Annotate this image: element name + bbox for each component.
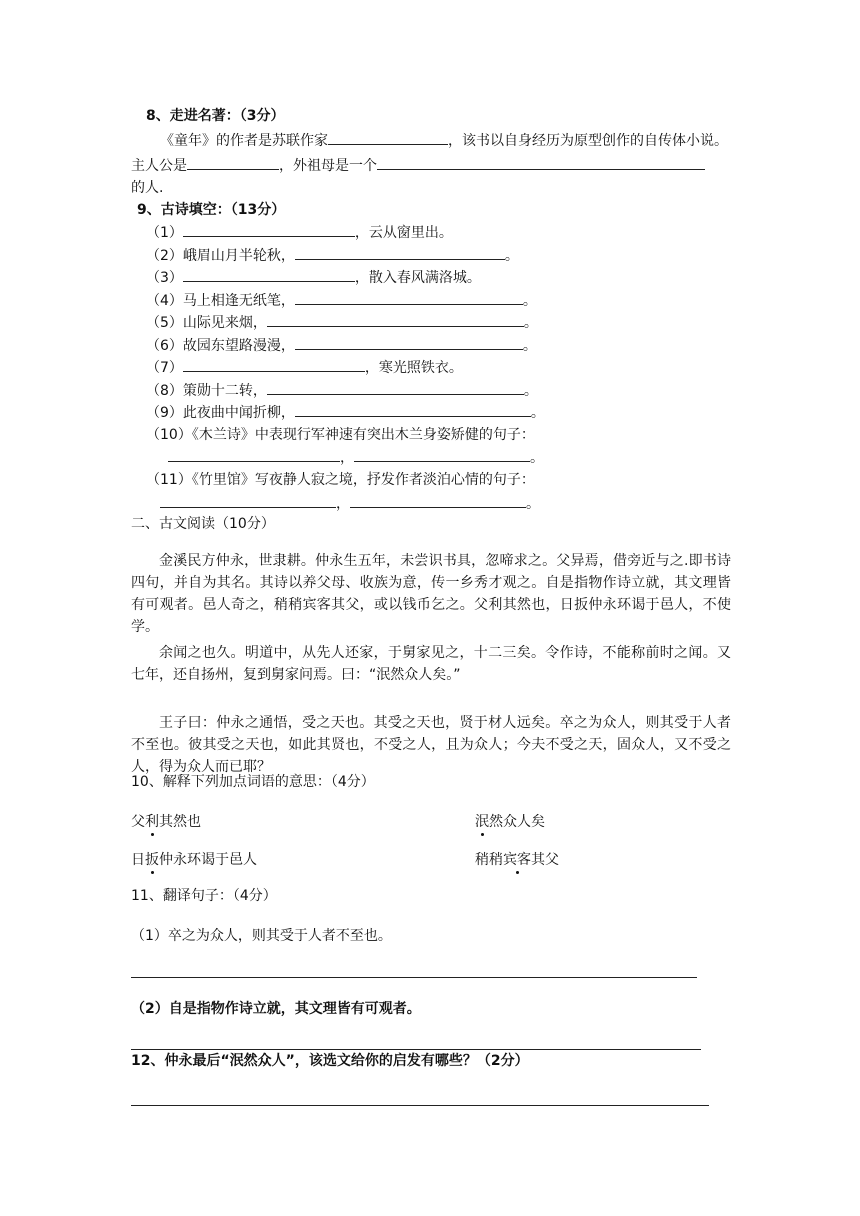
poem-text: 。: [523, 383, 538, 399]
vocab-item-3: [131, 850, 257, 870]
poem-text: 此夜曲中闻折柳，: [182, 405, 295, 421]
vocab-item-2: [475, 812, 545, 832]
poem-item-1: [146, 222, 453, 243]
answer-line[interactable]: [131, 977, 697, 978]
poem-text: 策勋十二转，: [182, 383, 267, 399]
answer-blank[interactable]: [183, 222, 355, 237]
answer-line[interactable]: [131, 1105, 709, 1106]
poem-item-6: [146, 335, 537, 356]
vocab-text: 然众人矣: [489, 814, 545, 830]
dotted-word: 扳: [145, 852, 159, 868]
poem-item-3: [146, 267, 481, 288]
item-number: （8）: [146, 383, 183, 399]
poem-item-11: （11）《竹里馆》写夜静人寂之境，抒发作者淡泊心情的句子：: [146, 472, 535, 488]
vocab-text: 父: [131, 814, 145, 830]
q8-text: ，外祖母是一个: [279, 158, 377, 174]
poem-text: ，云从窗里出。: [354, 225, 453, 241]
poem-item-4: [146, 290, 537, 311]
translate-sentence-1: （1）卒之为众人，则其受于人者不至也。: [131, 928, 392, 944]
item-number: （2）: [146, 248, 183, 264]
q9-title: 9、古诗填空：（13分）: [137, 202, 286, 218]
poem-text: 峨眉山月半轮秋，: [182, 248, 295, 264]
poem-text: 故园东望路漫漫，: [182, 338, 295, 354]
poem-item-7: [146, 357, 463, 378]
answer-blank[interactable]: [350, 493, 526, 508]
answer-blank[interactable]: [183, 357, 365, 372]
answer-blank[interactable]: [187, 155, 279, 170]
passage-paragraph-1: 金溪民方仲永，世隶耕。仲永生五年，未尝识书具，忽啼求之。父异焉，借旁近与之.即书诗四句，并自为其名。其诗以养父母、收族为意，传一乡秀才观之。自是指物作诗立就，其文理皆有可观者。邑人奇之，稍稍宾客其父，或以钱币乞之。父利其然也，日扳仲永环谒于邑人，不使学。: [131, 553, 731, 635]
q8-text: ，该书以自身经历为原型创作的自传体小说。: [448, 133, 728, 149]
q8-line2: [131, 155, 705, 176]
vocab-text: 日: [131, 852, 145, 868]
item-number: （3）: [146, 270, 183, 286]
poem-text: 。: [523, 315, 538, 331]
q8-line1: [160, 130, 728, 151]
answer-blank[interactable]: [377, 155, 705, 170]
poem-text: ，寒光照铁衣。: [364, 360, 463, 376]
answer-blank[interactable]: [295, 335, 523, 350]
answer-blank[interactable]: [295, 290, 523, 305]
item-number: （4）: [146, 293, 183, 309]
period: 。: [530, 450, 544, 466]
answer-blank[interactable]: [267, 380, 524, 395]
item-number: （7）: [146, 360, 183, 376]
translate-sentence-2: （2）自是指物作诗立就，其文理皆有可观者。: [131, 1001, 421, 1017]
q11-title: 11、翻译句子：（4分）: [131, 888, 277, 904]
separator: ，: [336, 496, 350, 512]
separator: ，: [340, 450, 354, 466]
q10-title: 10、解释下列加点词语的意思：（4分）: [131, 774, 375, 790]
vocab-text: 仲永环谒于邑人: [159, 852, 257, 868]
poem-item-5: [146, 312, 538, 333]
poem-item-2: [146, 245, 519, 266]
dotted-word: 宾客: [503, 852, 531, 868]
poem-text: 。: [522, 293, 537, 309]
poem-item-9: [146, 402, 545, 423]
poem-item-11-answers: [160, 493, 540, 514]
q8-title: 8、走进名著：（3分）: [146, 108, 285, 124]
q8-text: 主人公是: [131, 158, 187, 174]
answer-blank[interactable]: [328, 130, 448, 145]
answer-blank[interactable]: [267, 312, 524, 327]
dotted-word: 利: [145, 814, 159, 830]
item-number: （1）: [146, 225, 183, 241]
dotted-word: 泯: [475, 814, 489, 830]
q12-title: 12、仲永最后“泯然众人”，该选文给你的启发有哪些？（2分）: [131, 1053, 529, 1069]
vocab-item-1: [131, 812, 201, 832]
poem-item-8: [146, 380, 538, 401]
poem-text: 马上相逢无纸笔，: [182, 293, 295, 309]
period: 。: [526, 496, 540, 512]
q8-line3: 的人.: [131, 180, 164, 196]
answer-blank[interactable]: [183, 267, 355, 282]
vocab-text: 其父: [531, 852, 559, 868]
passage-paragraph-3: 王子曰：仲永之通悟，受之天也。其受之天也，贤于材人远矣。卒之为众人，则其受于人者不至也。彼其受之天也，如此其贤也，不受之人，且为众人；今夫不受之天，固众人，又不受之人，得为众人而已耶？: [131, 715, 731, 775]
poem-item-10-answers: [168, 447, 544, 468]
poem-text: 。: [504, 248, 519, 264]
item-number: （5）: [146, 315, 183, 331]
poem-text: ，散入春风满洛城。: [354, 270, 481, 286]
q8-text: 《童年》的作者是苏联作家: [160, 133, 328, 149]
passage-paragraph-2: 余闻之也久。明道中，从先人还家，于舅家见之，十二三矣。令作诗，不能称前时之闻。又七年，还自扬州，复到舅家问焉。曰：“泯然众人矣。”: [131, 645, 731, 683]
answer-blank[interactable]: [168, 447, 340, 462]
vocab-text: 其然也: [159, 814, 201, 830]
answer-blank[interactable]: [295, 402, 531, 417]
section-title: 二、古文阅读（10分）: [131, 516, 275, 532]
item-number: （6）: [146, 338, 183, 354]
poem-text: 。: [530, 405, 545, 421]
poem-text: 。: [522, 338, 537, 354]
answer-blank[interactable]: [295, 245, 505, 260]
vocab-item-4: [475, 850, 559, 870]
answer-line[interactable]: [131, 1049, 701, 1050]
answer-blank[interactable]: [354, 447, 530, 462]
poem-item-10: （10）《木兰诗》中表现行军神速有突出木兰身姿矫健的句子：: [146, 427, 535, 443]
item-number: （9）: [146, 405, 183, 421]
vocab-text: 稍稍: [475, 852, 503, 868]
answer-blank[interactable]: [160, 493, 336, 508]
poem-text: 山际见来烟，: [182, 315, 267, 331]
